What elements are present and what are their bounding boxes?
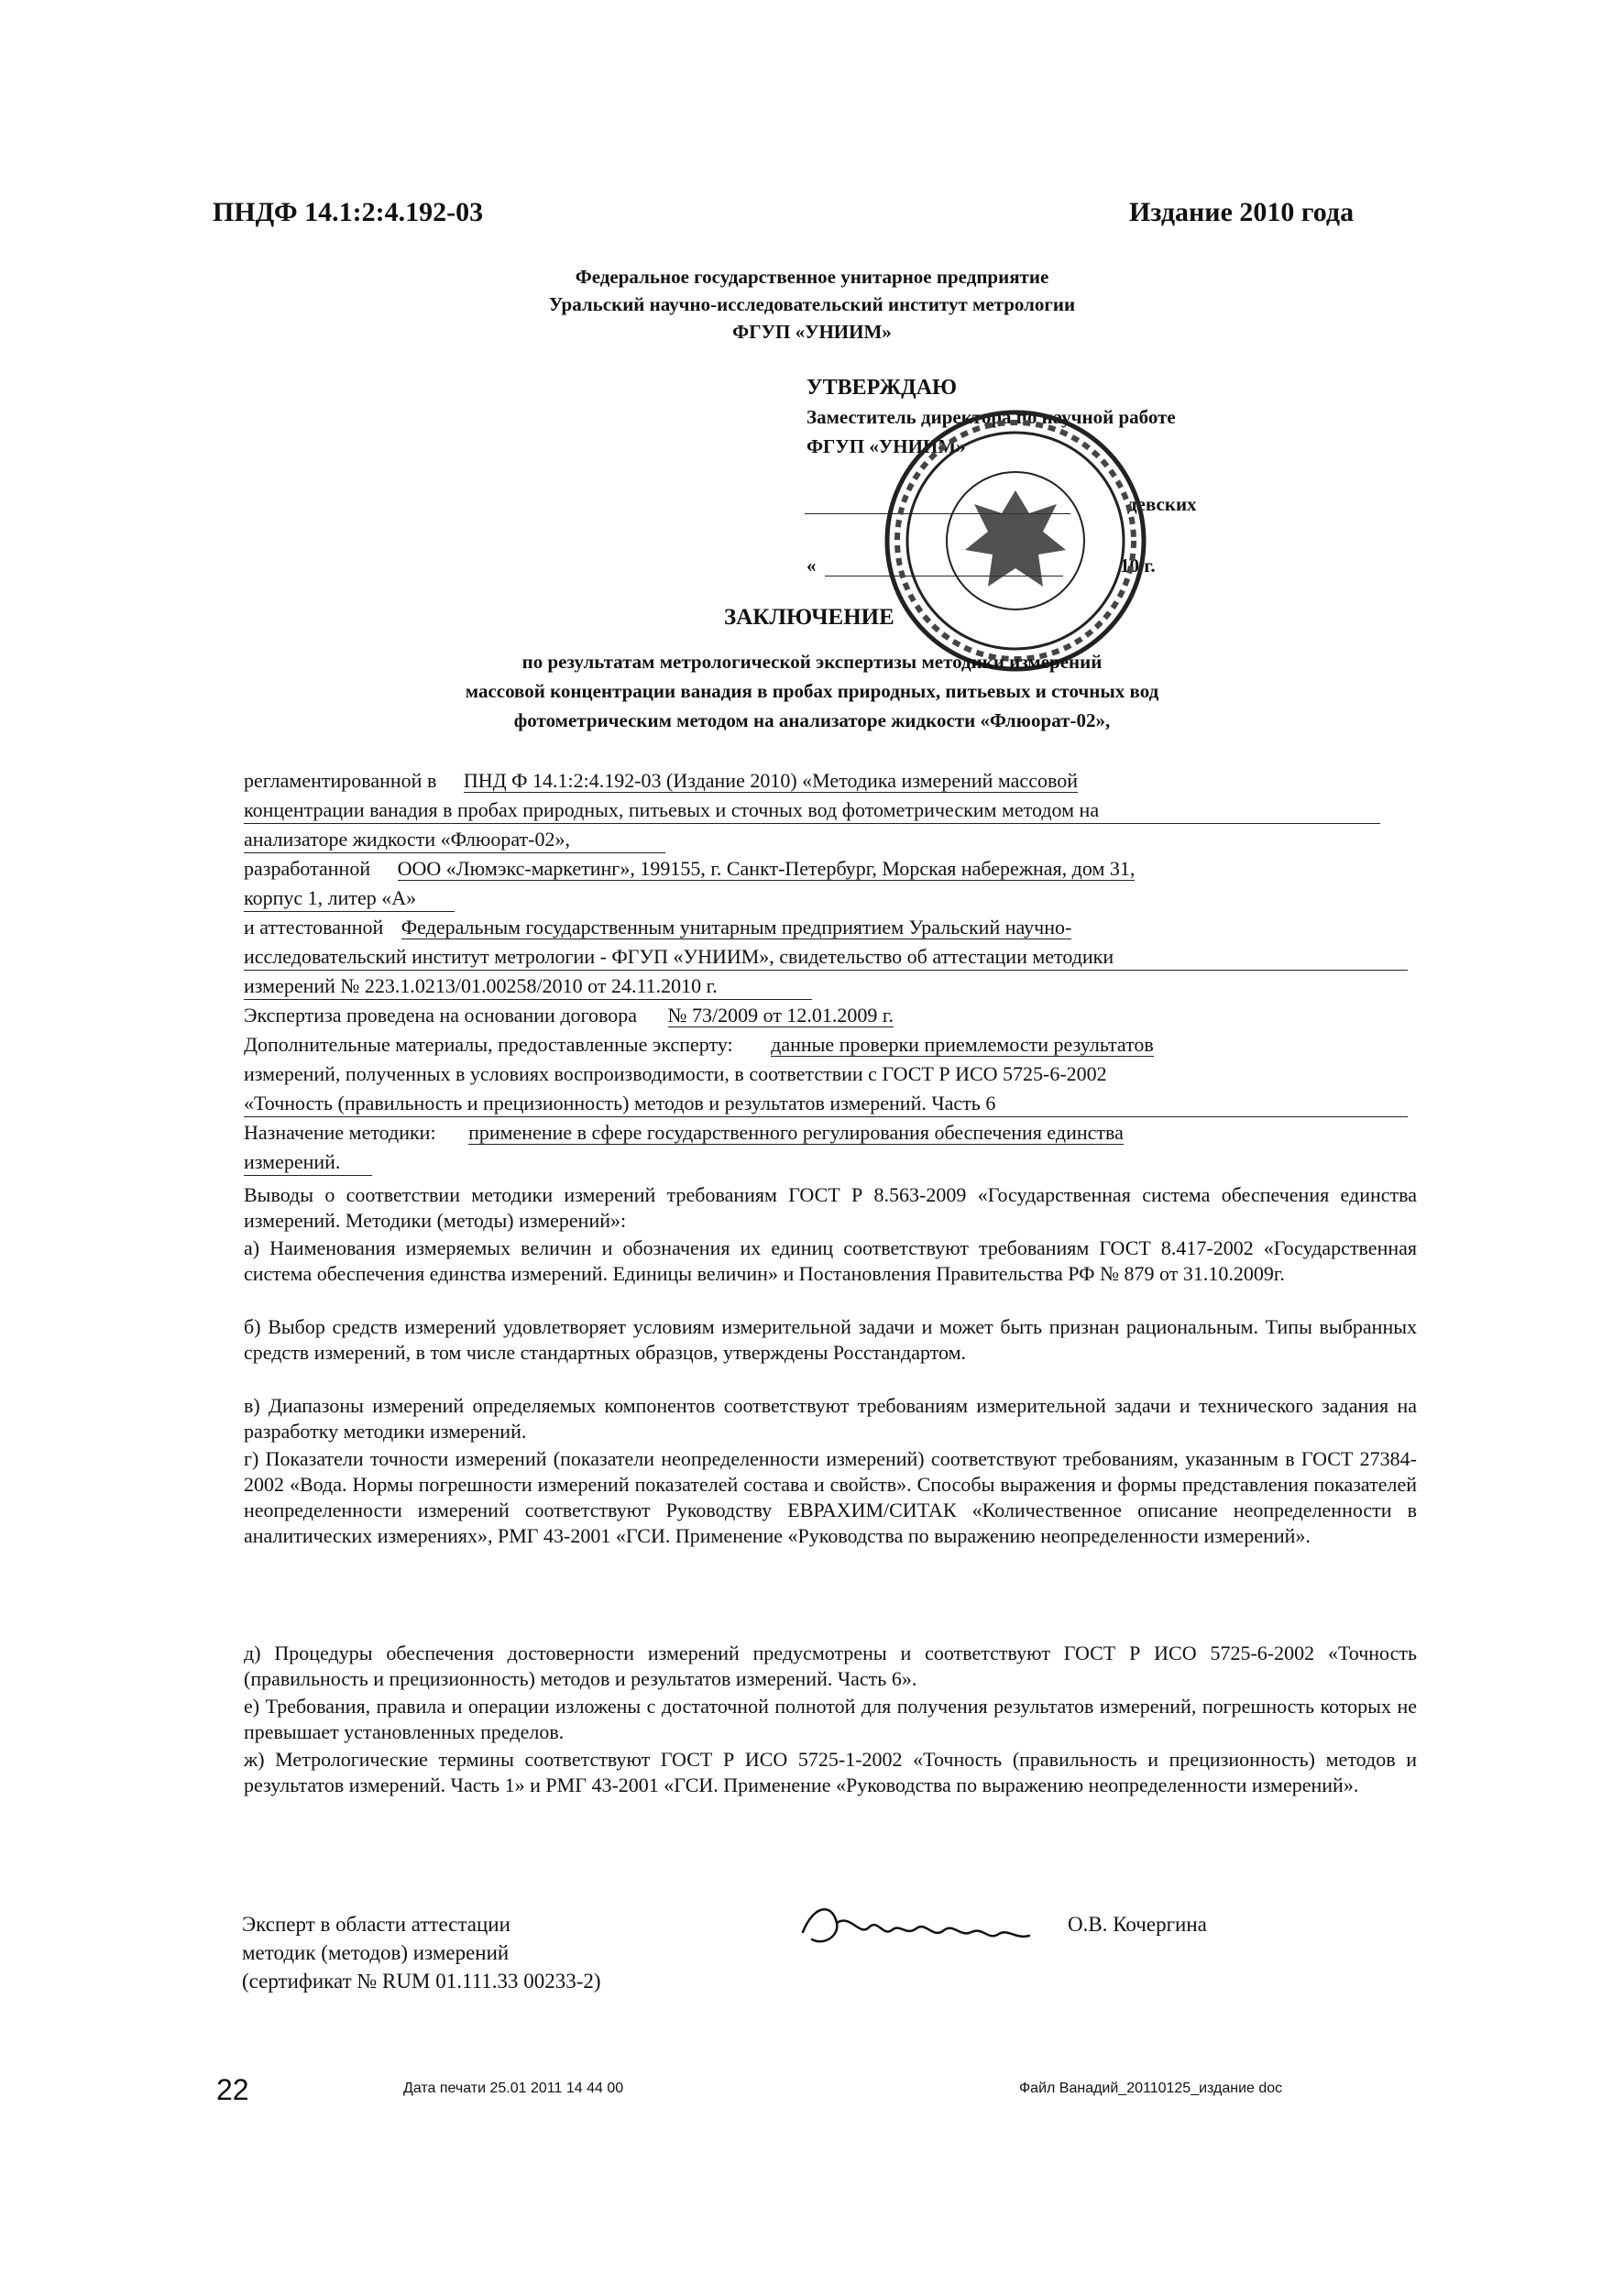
approval-org: ФГУП «УНИИМ»	[807, 435, 966, 457]
exp-label: Экспертиза проведена на основании договора	[244, 1004, 637, 1027]
reg-line-1	[244, 768, 1417, 794]
findings-intro: Выводы о соответствии методики измерений требованиям ГОСТ Р 8.563-2009 «Государственная система обеспечения единства измерений. Методики (методы) измерений»:	[244, 1183, 1417, 1232]
att-label: и аттестованной	[244, 916, 384, 939]
dev-value-2: корпус 1, литер «А»	[244, 885, 455, 912]
document-code: ПНДФ 14.1:2:4.192-03	[213, 197, 484, 227]
att-value-1: Федеральным государственным унитарным предприятием Уральский научно-	[401, 916, 1072, 939]
dev-value-1: ООО «Люмэкс-маркетинг», 199155, г. Санкт-Петербург, Морская набережная, дом 31,	[397, 857, 1136, 880]
finding-zh: ж) Метрологические термины соответствуют ГОСТ Р ИСО 5725-1-2002 «Точность (правильность и прецизионность) методов и результатов измерений. Часть 1» и РМГ 43-2001 «ГСИ. Применение «Руководства по выражению неопределенности измерений».	[244, 1748, 1417, 1796]
add-value-1: данные проверки приемлемости результатов	[771, 1033, 1154, 1056]
purp-value-2: измерений.	[244, 1149, 372, 1176]
approval-year-fragment: 10 г.	[1120, 555, 1156, 576]
expert-role-1: Эксперт в области аттестации	[242, 1913, 510, 1936]
finding-b: б) Выбор средств измерений удовлетворяет условиям измерительной задачи и может быть признан рациональным. Типы выбранных средств измерений, в том числе стандартных образцов, утверждены Росстандартом.	[244, 1315, 1417, 1364]
add-line-1	[244, 1032, 1417, 1058]
print-date: Дата печати 25.01 2011 14 44 00	[403, 2081, 624, 2096]
expert-certificate: (сертификат № RUM 01.111.33 00233-2)	[242, 1970, 601, 1993]
conclusion-subject-3: фотометрическим методом на анализаторе жидкости «Флюорат-02»,	[513, 709, 1111, 731]
exp-value: № 73/2009 от 12.01.2009 г.	[667, 1004, 894, 1027]
approval-position: Заместитель директора по научной работе	[807, 406, 1176, 428]
conclusion-title: ЗАКЛЮЧЕНИЕ	[724, 605, 894, 630]
page-number: 22	[216, 2073, 249, 2106]
conclusion-subject-2: массовой концентрации ванадия в пробах природных, питьевых и сточных вод	[465, 680, 1159, 702]
approval-title: УТВЕРЖДАЮ	[807, 376, 958, 400]
reg-label: регламентированной в	[244, 769, 437, 792]
expert-name: О.В. Кочергина	[1068, 1913, 1207, 1936]
purp-label: Назначение методики:	[244, 1121, 436, 1144]
purp-line-1	[244, 1120, 1417, 1146]
approval-date-quote: «	[807, 555, 817, 576]
conclusion-subject-1: по результатам метрологической экспертизы методики измерений	[521, 651, 1103, 673]
finding-v: в) Диапазоны измерений определяемых компонентов соответствуют требованиям измерительной задачи и технического задания на разработку методики измерений.	[244, 1394, 1417, 1443]
org-line-2: Уральский научно-исследовательский институт метрологии	[548, 293, 1076, 315]
purp-value-1: применение в сфере государственного регулирования обеспечения единства	[468, 1121, 1124, 1144]
att-value-2: исследовательский институт метрологии - ФГУП «УНИИМ», свидетельство об аттестации методики	[244, 944, 1408, 971]
reg-value-3: анализаторе жидкости «Флюорат-02»,	[244, 827, 665, 853]
add-value-3: «Точность (правильность и прецизионность) методов и результатов измерений. Часть 6	[244, 1091, 1408, 1117]
handwritten-signature	[796, 1895, 1043, 1960]
dev-line-1	[244, 856, 1417, 882]
edition-label: Издание 2010 года	[1129, 197, 1355, 227]
finding-a: а) Наименования измеряемых величин и обозначения их единиц соответствуют требованиям ГОСТ 8.417-2002 «Государственная система обеспечения единства измерений. Единицы величин» и Постановления Правительства РФ № 879 от 31.10.2009г.	[244, 1236, 1417, 1285]
official-seal	[878, 403, 1153, 678]
expert-role-2: методик (методов) измерений	[242, 1941, 510, 1964]
finding-e: е) Требования, правила и операции изложены с достаточной полнотой для получения результатов измерений, погрешность которых не превышает установленных пределов.	[244, 1695, 1417, 1743]
exp-line	[244, 1003, 1417, 1028]
att-value-3: измерений № 223.1.0213/01.00258/2010 от 24.11.2010 г.	[244, 973, 812, 1000]
finding-g: г) Показатели точности измерений (показатели неопределенности измерений) соответствуют требованиям, указанным в ГОСТ 27384-2002 «Вода. Нормы погрешности измерений показателей состава и свойств». Способы выражения и формы представления показателей неопределенности измерений соответствуют Руководству ЕВРАХИМ/СИТАК «Количественное описание неопределенности в аналитических измерениях», РМГ 43-2001 «ГСИ. Применение «Руководства по выражению неопределенности измерений».	[244, 1447, 1417, 1547]
file-name: Файл Ванадий_20110125_издание doc	[1019, 2081, 1283, 2096]
add-value-2: измерений, полученных в условиях воспроизводимости, в соответствии с ГОСТ Р ИСО 5725-6-2002	[244, 1062, 1107, 1085]
approval-name-fragment: девских	[1127, 493, 1197, 515]
add-label: Дополнительные материалы, предоставленные эксперту:	[244, 1033, 733, 1056]
org-line-3: ФГУП «УНИИМ»	[732, 321, 892, 343]
att-line-1	[244, 915, 1417, 940]
reg-value-1: ПНД Ф 14.1:2:4.192-03 (Издание 2010) «Методика измерений массовой	[463, 769, 1078, 792]
seal-icon	[878, 403, 1153, 678]
finding-d: д) Процедуры обеспечения достоверности измерений предусмотрены и соответствуют ГОСТ Р ИСО 5725-6-2002 «Точность (правильность и прецизионность) методов и результатов измерений. Часть 6».	[244, 1642, 1417, 1690]
reg-value-2: концентрации ванадия в пробах природных, питьевых и сточных вод фотометрическим методом на	[244, 797, 1380, 824]
dev-label: разработанной	[244, 857, 371, 880]
org-line-1: Федеральное государственное унитарное предприятие	[575, 266, 1049, 288]
